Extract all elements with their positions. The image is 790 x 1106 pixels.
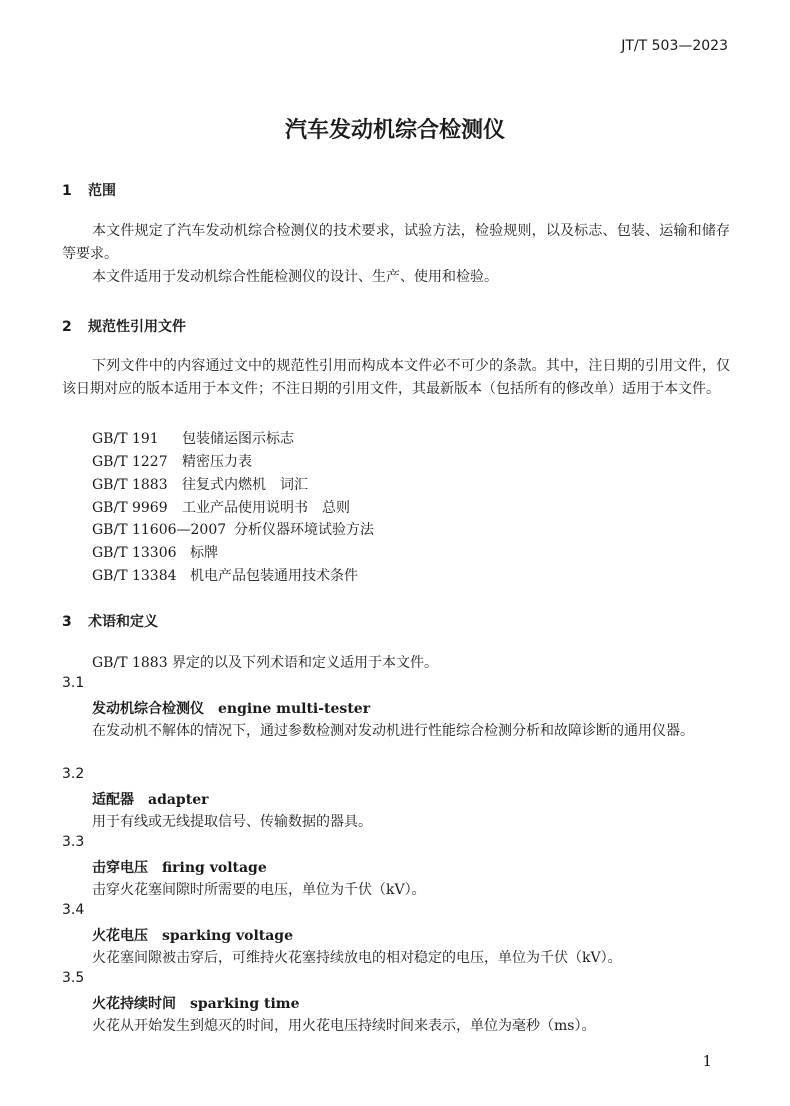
term-name [92,857,267,877]
section-3-heading [62,611,158,631]
reference-name: 标牌 [190,545,218,561]
reference-name: 包装储运图示标志 [182,431,294,447]
reference-item [92,565,358,585]
reference-item [92,428,294,448]
term-name-zh: 发动机综合检测仪 [92,701,204,717]
section-title: 规范性引用文件 [88,319,186,335]
section-title: 术语和定义 [88,614,158,630]
reference-code: GB/T 1227 [92,454,168,470]
reference-item [92,497,350,517]
term-number: 3.1 [62,675,85,691]
section-2-para-1: 下列文件中的内容通过文中的规范性引用而构成本文件必不可少的条款。其中，注日期的引用文件，仅该日期对应的版本适用于本文件；不注日期的引用文件，其最新版本（包括所有的修改单）适用于本文件。 [62,358,730,397]
term-number: 3.3 [62,834,85,850]
term-name-zh: 火花持续时间 [92,996,176,1012]
term-name [92,925,293,945]
term-definition: 在发动机不解体的情况下，通过参数检测对发动机进行性能综合检测分析和故障诊断的通用仪器。 [92,723,694,739]
term-name [92,698,370,718]
section-1-para-2: 本文件适用于发动机综合性能检测仪的设计、生产、使用和检验。 [92,269,498,285]
term-name-en: adapter [148,792,209,808]
section-number: 1 [62,183,72,199]
reference-name: 机电产品包装通用技术条件 [190,568,358,584]
term-number: 3.2 [62,766,85,782]
document-title: 汽车发动机综合检测仪 [284,118,505,143]
term-name-en: sparking voltage [162,928,294,944]
term-name [92,789,208,809]
term-definition: 火花从开始发生到熄灭的时间，用火花电压持续时间来表示，单位为毫秒（ms）。 [92,1018,596,1034]
reference-code: GB/T 9969 [92,500,168,516]
term-name-zh: 火花电压 [92,928,148,944]
reference-name: 分析仪器环境试验方法 [234,522,374,538]
section-number: 3 [62,614,72,630]
term-name-en: firing voltage [162,860,267,876]
reference-item [92,451,252,471]
reference-name: 往复式内燃机 词汇 [182,477,308,493]
section-title: 范围 [88,183,116,199]
section-3-intro: GB/T 1883 界定的以及下列术语和定义适用于本文件。 [92,655,439,671]
page-number: 1 [702,1052,712,1070]
standard-code: JT/T 503—2023 [621,38,728,54]
term-number: 3.4 [62,902,85,918]
term-name-zh: 击穿电压 [92,860,148,876]
reference-code: GB/T 11606—2007 [92,522,227,538]
reference-name: 精密压力表 [182,454,252,470]
section-number: 2 [62,319,72,335]
term-definition: 用于有线或无线提取信号、传输数据的器具。 [92,814,372,830]
reference-name: 工业产品使用说明书 总则 [182,500,350,516]
term-name-en: engine multi-tester [218,701,371,717]
term-definition: 火花塞间隙被击穿后，可维持火花塞持续放电的相对稳定的电压，单位为千伏（kV）。 [92,950,622,966]
reference-code: GB/T 13306 [92,545,177,561]
section-1-heading [62,180,116,200]
reference-code: GB/T 13384 [92,568,177,584]
reference-code: GB/T 1883 [92,477,168,493]
term-number: 3.5 [62,970,85,986]
reference-item [92,474,308,494]
section-1-para-1: 本文件规定了汽车发动机综合检测仪的技术要求，试验方法，检验规则，以及标志、包装、运输和储存等要求。 [62,223,730,262]
reference-item [92,542,218,562]
term-name-en: sparking time [190,996,300,1012]
term-definition: 击穿火花塞间隙时所需要的电压，单位为千伏（kV）。 [92,882,426,898]
reference-code: GB/T 191 [92,431,159,447]
term-name [92,993,299,1013]
term-name-zh: 适配器 [92,792,134,808]
reference-item [92,519,374,539]
section-2-heading [62,316,186,336]
